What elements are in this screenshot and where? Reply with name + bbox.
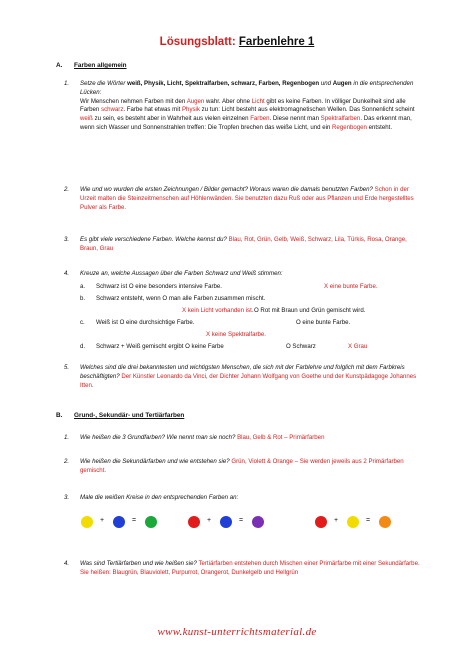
q1-text: zu tun: Licht besteht aus elektromagnetischen Wellen. Das Sonnenlicht scheint bbox=[201, 106, 415, 114]
q4-option-a-answer: X eine bunte Farbe. bbox=[324, 283, 378, 290]
equals-sign: = bbox=[366, 517, 371, 524]
question-number: 1. bbox=[64, 434, 70, 441]
question-a1 bbox=[64, 80, 424, 133]
option-label: a. bbox=[80, 283, 86, 290]
question-number: 3. bbox=[64, 494, 70, 501]
q3-question: Es gibt viele verschiedene Farben. Welche kennst du? bbox=[80, 236, 227, 243]
footer-website: www.kunst-unterrichtsmaterial.de bbox=[157, 626, 317, 638]
yellow-circle bbox=[347, 516, 359, 528]
q1-prompt-words: weiß, Physik, Licht, Spektralfarben, schwarz, Farben, Regenbogen bbox=[127, 80, 320, 87]
blue-circle bbox=[113, 516, 125, 528]
q4-option-c-answer: X keine Spektralfarbe. bbox=[206, 331, 266, 338]
question-a5 bbox=[64, 364, 424, 390]
section-b-letter: B. bbox=[56, 412, 63, 419]
question-number: 3. bbox=[64, 236, 70, 243]
q1-answer: Regenbogen bbox=[332, 123, 367, 131]
q1-text: gibt es keine Farben. In völliger Dunkelheit sind alle Farben bbox=[80, 97, 406, 114]
q1-text: entsteht. bbox=[368, 123, 393, 131]
q1-answer: Farben bbox=[250, 115, 270, 123]
plus-sign: + bbox=[100, 517, 105, 524]
q1-prompt-augen: Augen bbox=[332, 80, 352, 87]
question-number: 2. bbox=[64, 186, 70, 193]
plus-sign: + bbox=[334, 517, 339, 524]
question-a3 bbox=[64, 236, 424, 254]
q4-option-b bbox=[80, 295, 85, 302]
section-a-letter: A. bbox=[56, 62, 63, 69]
q4-option-d bbox=[80, 343, 85, 350]
q4-option-b-text2: O Rot mit Braun und Grün gemischt wird. bbox=[254, 307, 366, 314]
section-a-label: Farben allgemein bbox=[74, 62, 127, 69]
blue-circle bbox=[220, 516, 232, 528]
q5-question: Welches sind die drei bekanntesten und wichtigsten Menschen, die sich mit der Farblehre und folglich mit dem Farbkreis beschäftigten? bbox=[80, 364, 405, 380]
equals-sign: = bbox=[239, 517, 244, 524]
q4-option-a bbox=[80, 283, 85, 290]
q3-answer: Blau, Rot, Grün, Gelb, Weiß, Schwarz, Lila, Türkis, Rosa, Orange, Braun, Grau bbox=[80, 236, 407, 252]
question-b4 bbox=[64, 560, 424, 578]
option-label: d. bbox=[80, 343, 86, 350]
q1-answer: Spektralfarben bbox=[320, 115, 361, 123]
q4-option-d-answer: X Grau bbox=[348, 343, 368, 350]
red-circle bbox=[315, 516, 327, 528]
option-label: b. bbox=[80, 295, 86, 302]
title-main: Farbenlehre 1 bbox=[238, 36, 315, 48]
question-a4 bbox=[64, 270, 424, 279]
equals-sign: = bbox=[132, 517, 137, 524]
title-prefix: Lösungsblatt: bbox=[159, 36, 236, 48]
b3-question: Male die weißen Kreise in den entsprechenden Farben an: bbox=[80, 494, 239, 501]
q4-option-c bbox=[80, 319, 85, 326]
q1-prompt-end: in die entsprechenden Lücken: bbox=[80, 80, 414, 96]
b2-answer: Grün, Violett & Orange – Sie werden jeweils aus 2 Primärfarben gemischt. bbox=[80, 458, 404, 474]
q1-text: . Diese nennt man bbox=[269, 115, 319, 123]
question-number: 2. bbox=[64, 458, 70, 465]
q1-answer: Augen bbox=[186, 97, 205, 105]
q1-text: zu sein, es besteht aber in Wahrheit aus vielen einzelnen bbox=[94, 115, 249, 123]
q4-option-a-text bbox=[96, 283, 222, 290]
q4-question: Kreuze an, welche Aussagen über die Farben Schwarz und Weiß stimmen: bbox=[80, 270, 283, 277]
q1-text: . Das erkennt man, wenn sich Wasser und Sonnenstrahlen treffen: Die Tropfen brechen das weiße Licht, und ein bbox=[80, 115, 412, 131]
page-title bbox=[0, 36, 474, 48]
q4-option-c-text2: O eine bunte Farbe. bbox=[296, 319, 351, 326]
q2-answer: Schon in der Urzeit malten die Steinzeitmenschen auf Höhlenwänden. Sie benutzten dazu Ruß oder aus Pflanzen und Erde hergestelltes Pulver als Farbe. bbox=[80, 186, 414, 211]
question-number: 4. bbox=[64, 560, 70, 567]
red-circle bbox=[188, 516, 200, 528]
q4-option-d-text: Schwarz + Weiß gemischt ergibt O keine Farbe bbox=[96, 343, 224, 350]
q1-text: wahr. Aber ohne bbox=[206, 97, 251, 105]
section-b-label: Grund-, Sekundär- und Tertiärfarben bbox=[74, 412, 185, 419]
q4-option-c-text: Weiß ist O eine durchsichtige Farbe. bbox=[96, 319, 195, 326]
b4-answer: Tertiärfarben entstehen durch Mischen einer Primärfarbe mit einer Sekundärfarbe. Sie heißen: Blaugrün, Blauviolett, Purpurrot, Orangerot, Dunkelgelb und Hellgrün bbox=[80, 560, 420, 576]
q2-question: Wie und wo wurden die ersten Zeichnungen / Bilder gemacht? Woraus waren die damals benutzten Farben? bbox=[80, 186, 373, 193]
question-number: 5. bbox=[64, 364, 70, 371]
option-label: c. bbox=[80, 319, 85, 326]
question-number: 4. bbox=[64, 270, 70, 277]
question-b1 bbox=[64, 434, 424, 443]
q1-answer: Licht bbox=[251, 97, 265, 105]
question-b3 bbox=[64, 494, 424, 503]
q1-text: . Farbe hat etwas mit bbox=[123, 106, 181, 114]
q1-text: Wir Menschen nehmen Farben mit den bbox=[80, 97, 186, 105]
q4-option-b-answer: X kein Licht vorhanden ist. bbox=[182, 307, 254, 314]
b2-question: Wie heißen die Sekundärfarben und wie entstehen sie? bbox=[80, 458, 230, 465]
violet-circle bbox=[252, 516, 264, 528]
orange-circle bbox=[379, 516, 391, 528]
option-text: Schwarz ist O eine besonders intensive Farbe. bbox=[96, 283, 222, 290]
q1-answer: weiß bbox=[80, 115, 93, 123]
q1-prompt-und: und bbox=[320, 80, 331, 87]
q4-option-b-text: Schwarz entsteht, wenn O man alle Farben zusammen mischt. bbox=[96, 295, 266, 302]
section-b-heading bbox=[56, 412, 184, 419]
question-number: 1. bbox=[64, 80, 70, 87]
plus-sign: + bbox=[207, 517, 212, 524]
question-b2 bbox=[64, 458, 424, 476]
q1-prompt-start: Setze die Wörter bbox=[80, 80, 126, 87]
yellow-circle bbox=[81, 516, 93, 528]
b1-answer: Blau, Gelb & Rot – Primärfarben bbox=[237, 434, 325, 441]
green-circle bbox=[145, 516, 157, 528]
q1-answer: schwarz bbox=[101, 106, 124, 114]
b1-question: Wie heißen die 3 Grundfarben? Wie nennt man sie noch? bbox=[80, 434, 236, 441]
b4-question: Was sind Tertiärfarben und wie heißen sie? bbox=[80, 560, 197, 567]
question-a2 bbox=[64, 186, 424, 212]
q4-option-d-text2: O Schwarz bbox=[286, 343, 316, 350]
q5-answer: Der Künstler Leonardo da Vinci, der Dichter Johann Wolfgang von Goethe und der Kunstpädagoge Johannes Itten. bbox=[80, 372, 417, 389]
q1-answer: Physik bbox=[181, 106, 200, 114]
section-a-heading bbox=[56, 62, 127, 69]
